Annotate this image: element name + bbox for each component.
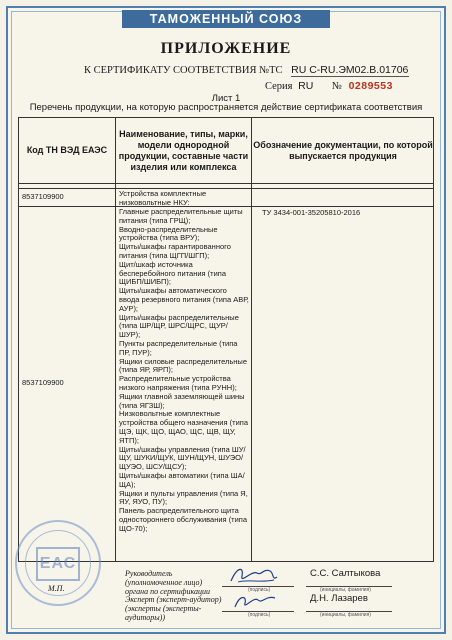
sheet-number: Лист 1: [211, 93, 241, 104]
list-item: Щиты/шкафы гарантированного питания (типа ЩГП/ШГП);: [119, 242, 231, 260]
cert-number: RU C-RU.ЭМ02.B.01706: [291, 64, 409, 76]
table-subtitle: Перечень продукции, на которую распространяется действие сертификата соответствия: [29, 102, 423, 113]
table-column-divider: [251, 118, 252, 561]
product-code: 8537109900: [22, 192, 64, 201]
series-value: RU: [298, 80, 314, 92]
eac-stamp: [15, 520, 101, 606]
head-role-label: Руководитель (уполномоченное лицо) органа по сертификации: [125, 569, 210, 596]
signature-hint: (подпись): [248, 612, 271, 618]
list-item: Щиты/шкафы автоматического ввода резервного питания (типа АВР, АУР);: [119, 286, 249, 313]
list-item: Ящики силовые распределительные (типа ЯР, ЯРП);: [119, 356, 247, 375]
products-table: [18, 117, 434, 562]
name-hint: (инициалы, фамилия): [320, 612, 371, 618]
series-label: Серия: [265, 81, 293, 92]
list-item: Ящики главной заземляющей шины (типа ЯГЗШ);: [119, 391, 245, 410]
eac-logo: [36, 547, 80, 581]
list-item: Главные распределительные щиты питания (типа ГРЩ);: [119, 207, 243, 225]
list-item: Вводно-распределительные устройства (типа ВРУ);: [119, 224, 218, 243]
cert-label: К СЕРТИФИКАТУ СООТВЕТСТВИЯ: [84, 65, 257, 76]
signature-icon: [228, 562, 280, 588]
expert-name: Д.Н. Лазарев: [310, 593, 368, 604]
list-item: Ящики и пульты управления (типа Я, ЯУ, ЯУО, ПУ);: [119, 488, 248, 507]
seal-place-label: М.П.: [48, 584, 65, 593]
signature-icon: [232, 590, 278, 612]
list-item: Распределительные устройства низкого напряжения (типа РУНН);: [119, 374, 237, 392]
list-item: Щиты/шкафы распределительные (типа ШР/ЩР, ШРС/ЩРС, ЩУР/ШУР);: [119, 312, 239, 340]
product-list: [119, 208, 249, 533]
page-title: ПРИЛОЖЕНИЕ: [160, 40, 292, 57]
list-item: Низковольтные комплектные устройства общего назначения (типа ЩЭ, ЩК, ЩО, ЩАО, ЩС, ЩВ, ЩУ, ЯТП);: [119, 409, 248, 445]
head-name: С.С. Салтыкова: [310, 568, 381, 579]
customs-union-banner: ТАМОЖЕННЫЙ СОЮЗ: [122, 10, 330, 28]
table-column-divider: [115, 118, 116, 561]
list-item: Пункты распределительные (типа ПР, ПУР);: [119, 338, 238, 357]
column-header-product: Наименование, типы, марки, модели однородной продукции, составные части изделия или комплекса: [118, 128, 249, 172]
series-number: 0289553: [348, 80, 393, 92]
table-row-divider: [19, 188, 433, 189]
column-header-code: Код ТН ВЭД ЕАЭС: [26, 145, 108, 155]
documentation-ref: ТУ 3434-001-35205810-2016: [262, 208, 361, 217]
expert-role-label: Эксперт (эксперт-аудитор) (эксперты (эксперты-аудиторы)): [125, 595, 222, 622]
certificate-line: [84, 64, 409, 77]
column-header-documentation: Обозначение документации, по которой выпускается продукция: [253, 139, 433, 161]
signature-hint: (подпись): [248, 587, 271, 593]
name-hint: (инициалы, фамилия): [320, 587, 371, 593]
list-item: Щиты/шкафы управления (типа ШУ/ЩУ, ШУКИ/ЩУК, ШУН/ЩУН, ШУЭО/ЩУЭО, ШСУ/ЩСУ);: [119, 444, 246, 472]
list-item: Щиты/шкафы автоматики (типа ША/ЩА);: [119, 470, 245, 489]
table-header-divider: [19, 183, 433, 184]
eac-mark: ЕАС: [39, 555, 77, 572]
product-code: 8537109900: [22, 378, 64, 387]
list-item: Щит/шкаф источника бесперебойного питания (типа ЩИБП/ШИБП);: [119, 259, 227, 287]
number-label: №: [331, 81, 342, 92]
no-tc-label: №ТС: [259, 65, 283, 76]
list-item: Панель распределительного щита одностороннего обслуживания (типа ЩО-70);: [119, 506, 248, 533]
product-group-title: Устройства комплектные низковольтные НКУ:: [119, 189, 207, 207]
series-line: [265, 80, 393, 92]
